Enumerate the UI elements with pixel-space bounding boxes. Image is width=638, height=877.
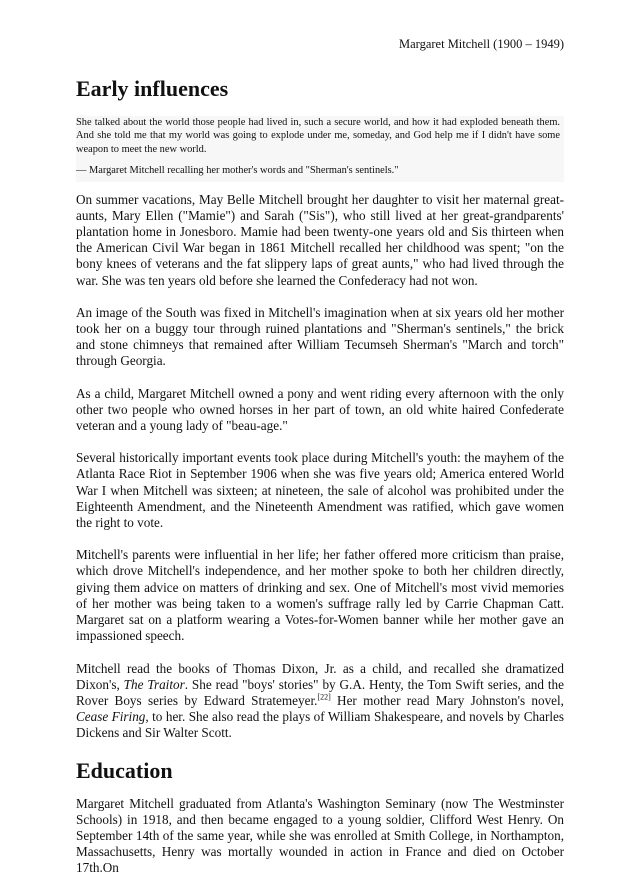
section-heading-early-influences: Early influences <box>76 76 229 101</box>
quote-attribution: — Margaret Mitchell recalling her mother's words and "Sherman's sentinels." <box>76 165 399 177</box>
section-heading-education: Education <box>76 757 173 783</box>
paragraph-summer-vacations: On summer vacations, May Belle Mitchell brought her daughter to visit her maternal great-aunts, Mary Ellen ("Mamie") and Sarah ("Sis"), who still lived at her great-grandparents' plantation home in Jonesboro. Mamie had been twenty-one years old and Sis thirteen when the American Civil War began in 1861 Mitchell recalled her childhood was spent; "on the bony knees of veterans and the fat slippery laps of great aunts," who had lived through the war. She was ten years old before she learned the Confederacy had not won. <box>76 191 564 288</box>
paragraph-education: Margaret Mitchell graduated from Atlanta's Washington Seminary (now The Westminster Schools) in 1918, and then became engaged to a young soldier, Clifford West Henry. On September 14th of the same year, while she was enrolled at Smith College, in Northampton, Massachusetts, Henry was mortally wounded in action in France and died on October 17th.On <box>76 795 564 876</box>
paragraph-parents: Mitchell's parents were influential in her life; her father offered more criticism than praise, which drove Mitchell's independence, and her mother spoke to both her children directly, giving them advice on matters of drinking and sex. One of Mitchell's most vivid memories of her mother was being taken to a women's suffrage rally led by Carrie Chapman Catt. Margaret sat on a platform wearing a Votes-for-Women banner while her mother gave an impassioned speech. <box>76 547 564 644</box>
book-title-the-traitor: The Traitor <box>123 676 185 692</box>
paragraph-image-of-south: An image of the South was fixed in Mitchell's imagination when at six years old her mother took her on a buggy tour through ruined plantations and "Sherman's sentinels," the brick and stone chimneys that remained after William Tecumseh Sherman's "March and torch" through Georgia. <box>76 304 564 369</box>
paragraph-historical-events: Several historically important events took place during Mitchell's youth: the mayhem of the Atlanta Race Riot in September 1906 when she was five years old; America entered World War I when Mitchell was sixteen; at nineteen, the sale of alcohol was prohibited under the Eighteenth Amendment, and the Nineteenth Amendment was ratified, which gave women the right to vote. <box>76 450 564 531</box>
reading-text-2: . She read "boys' stories" by G.A. Henty, the Tom Swift series, and the Rover Boys series by Edward Stratemeyer. <box>76 676 564 708</box>
running-header: Margaret Mitchell (1900 – 1949) <box>398 37 564 51</box>
paragraph-pony: As a child, Margaret Mitchell owned a pony and went riding every afternoon with the only other two people who owned horses in her part of town, an old white haired Confederate veteran and a young lady of "beau-age." <box>76 385 564 434</box>
footnote-ref[interactable]: [22] <box>317 692 331 702</box>
blockquote <box>76 116 564 182</box>
paragraph-reading <box>76 661 564 742</box>
reading-text-1: Mitchell read the books of Thomas Dixon, Jr. as a child, and recalled she dramatized Dixon's, <box>76 660 564 692</box>
quote-text: She talked about the world those people had lived in, such a secure world, and how it had exploded beneath them. And she told me that my world was going to explode under me, someday, and God help me if I didn't have some weapon to meet the new world. <box>76 117 560 155</box>
reading-text-4: , to her. She also read the plays of William Shakespeare, and novels by Charles Dickens and Sir Walter Scott. <box>76 709 564 741</box>
reading-text-3: Her mother read Mary Johnston's novel, <box>330 692 564 708</box>
book-title-cease-firing: Cease Firing <box>76 709 146 725</box>
